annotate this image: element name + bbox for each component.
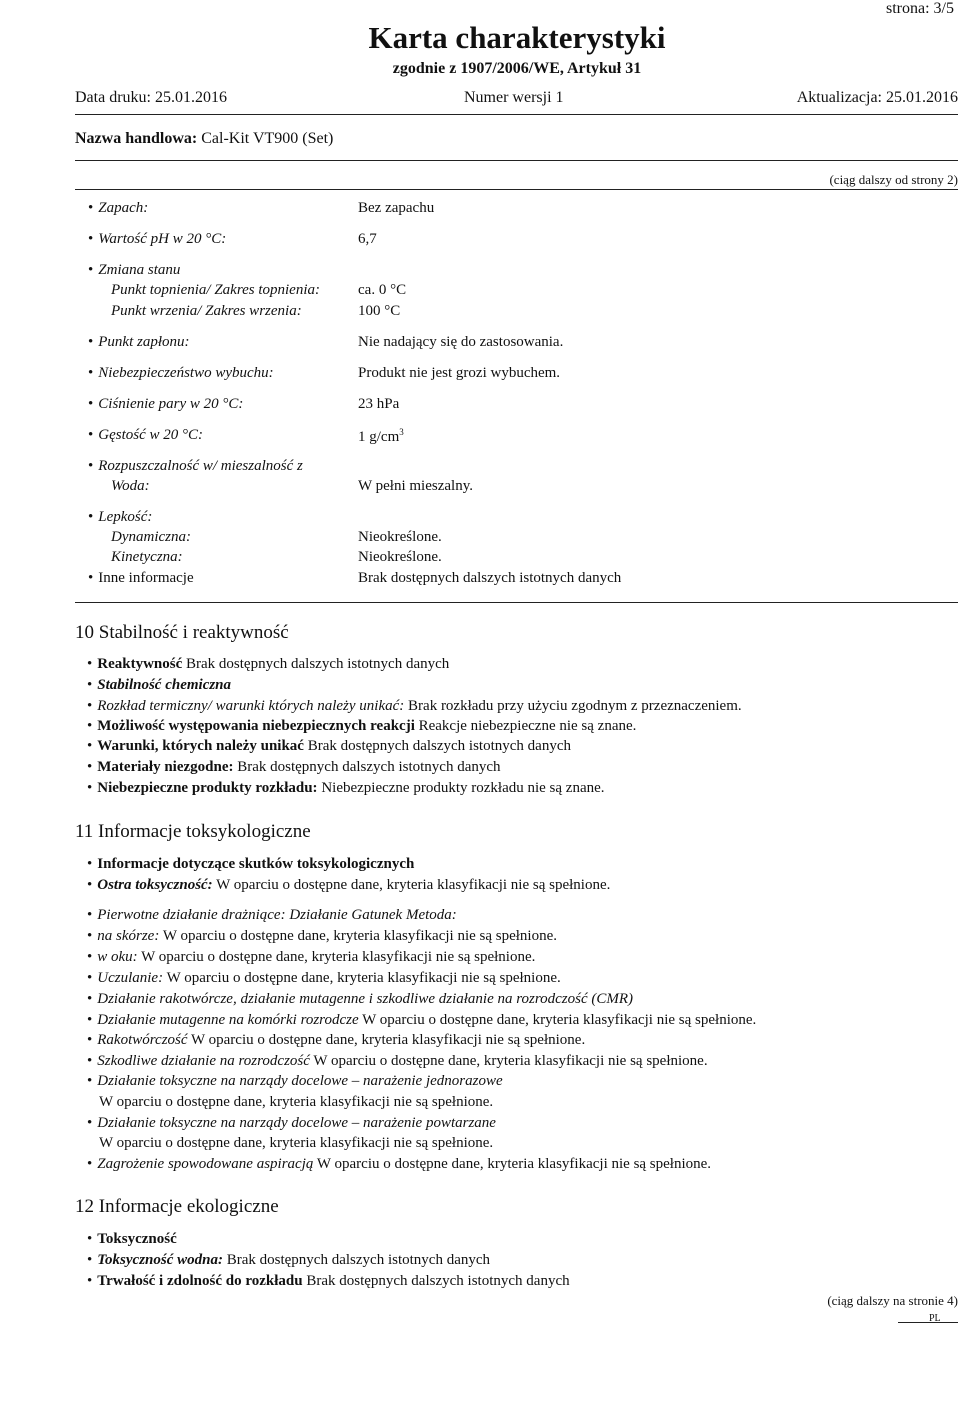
aquatic-toxicity-row [87,1252,490,1269]
document-title: Karta charakterystyki [368,20,666,55]
sensitization-value: W oparciu o dostępne dane, kryteria klasyfikacji nie są spełnione. [166,970,561,986]
cmr-row [87,991,633,1008]
reproductive-value: W oparciu o dostępne dane, kryteria klasyfikacji nie są spełnione. [313,1053,708,1069]
footer-divider [898,1322,958,1323]
eye-label: w oku: [97,949,138,965]
decomposition-products-value: Niebezpieczne produkty rozkładu nie są znane. [321,780,605,796]
reactivity-label: Reaktywność [97,656,183,672]
skin-row [87,928,557,945]
stot-single-label: Działanie toksyczne na narządy docelowe – narażenie jednorazowe [97,1073,503,1089]
conditions-row [87,738,571,755]
incompatible-value: Brak dostępnych dalszych istotnych danych [237,759,501,775]
stot-repeat-value: W oparciu o dostępne dane, kryteria klasyfikacji nie są spełnione. [99,1135,494,1151]
toxicity-label: Toksyczność [97,1231,177,1247]
version-number: Numer wersji 1 [464,89,564,106]
aspiration-value: W oparciu o dostępne dane, kryteria klasyfikacji nie są spełnione. [316,1156,712,1172]
incompatible-row [87,759,501,776]
vapor-pressure-value: 23 hPa [358,396,400,412]
odor-value: Bez zapachu [358,200,435,216]
hazardous-reactions-label: Możliwość występowania niebezpiecznych reakcji [97,718,415,734]
stot-single-row [87,1073,503,1090]
reproductive-label: Szkodliwe działanie na rozrodczość [97,1053,310,1069]
continued-from-note: (ciąg dalszy od strony 2) [829,172,958,187]
skin-value: W oparciu o dostępne dane, kryteria klasyfikacji nie są spełnione. [162,928,558,944]
continued-to-note: (ciąg dalszy na stronie 4) [827,1293,958,1308]
carcinogenic-value: W oparciu o dostępne dane, kryteria klasyfikacji nie są spełnione. [191,1032,586,1048]
conditions-label: Warunki, których należy unikać [97,738,304,754]
acute-toxicity-label: Ostra toksyczność: [97,877,213,893]
persistence-row [87,1273,570,1290]
cmr-label: Działanie rakotwórcze, działanie mutagenne i szkodliwe działanie na rozrodczość (CMR) [97,991,634,1007]
trade-name [75,130,333,148]
stability-row [87,677,231,694]
stot-repeat-row [87,1115,496,1132]
update-date: Aktualizacja: 25.01.2016 [796,89,958,106]
sensitization-row [87,970,561,987]
aquatic-toxicity-label: Toksyczność wodna: [97,1252,223,1268]
eye-row [87,949,535,966]
density-number: 1 g/cm [358,429,400,445]
reactivity-row [87,656,449,673]
stot-repeat-label: Działanie toksyczne na narządy docelowe – narażenie powtarzane [97,1115,496,1131]
odor-label: • Zapach: [88,200,148,217]
explosion-label: • Niebezpieczeństwo wybuchu: [88,365,274,382]
mutagenic-row [87,1012,756,1029]
other-info-label: • Inne informacje [88,570,194,587]
flash-point-value: Nie nadający się do zastosowania. [358,334,564,350]
decomposition-value: Brak rozkładu przy użyciu zgodnym z przeznaczeniem. [408,698,742,714]
section-11-title: 11 Informacje toksykologiczne [75,821,311,842]
water-value: W pełni mieszalny. [358,478,473,494]
section-10-title: 10 Stabilność i reaktywność [75,622,289,643]
persistence-label: Trwałość i zdolność do rozkładu [97,1273,303,1289]
density-value [358,427,404,446]
ph-label: • Wartość pH w 20 °C: [88,231,226,248]
decomposition-products-row [87,780,605,797]
melting-label: Punkt topnienia/ Zakres topnienia: [111,282,320,298]
other-info-value: Brak dostępnych dalszych istotnych danych [358,570,622,586]
solubility-label: • Rozpuszczalność w/ mieszalność z [88,458,303,475]
viscosity-label: • Lepkość: [88,509,152,526]
reactivity-value: Brak dostępnych dalszych istotnych danych [186,656,450,672]
vapor-pressure-label: • Ciśnienie pary w 20 °C: [88,396,243,413]
conditions-value: Brak dostępnych dalszych istotnych danych [307,738,571,754]
decomposition-products-label: Niebezpieczne produkty rozkładu: [97,780,318,796]
decomposition-label: Rozkład termiczny/ warunki których należy unikać: [97,698,405,714]
aspiration-row [87,1156,711,1173]
dynamic-label: Dynamiczna: [111,529,191,545]
acute-toxicity-row [87,877,610,894]
trade-name-divider [75,160,958,161]
carcinogenic-row [87,1032,585,1049]
tox-info-row [87,856,414,873]
sensitization-label: Uczulanie: [97,970,164,986]
flash-point-label: • Punkt zapłonu: [88,334,190,351]
hazardous-reactions-row [87,718,636,735]
hazardous-reactions-value: Reakcje niebezpieczne nie są znane. [418,718,637,734]
boiling-value: 100 °C [358,303,401,319]
skin-label: na skórze: [97,928,160,944]
carcinogenic-label: Rakotwórczość [97,1032,188,1048]
persistence-value: Brak dostępnych dalszych istotnych danych [306,1273,570,1289]
melting-value: ca. 0 °C [358,282,407,298]
incompatible-label: Materiały niezgodne: [97,759,234,775]
aspiration-label: Zagrożenie spowodowane aspiracją [97,1156,314,1172]
dynamic-value: Nieokreślone. [358,529,442,545]
primary-irritation-row [87,907,457,924]
trade-name-value: Cal-Kit VT900 (Set) [201,130,334,147]
mutagenic-value: W oparciu o dostępne dane, kryteria klasyfikacji nie są spełnione. [362,1012,757,1028]
primary-irritation-label: Pierwotne działanie drażniące: Działanie Gatunek Metoda: [97,907,457,923]
kinematic-label: Kinetyczna: [111,549,183,565]
acute-toxicity-value: W oparciu o dostępne dane, kryteria klasyfikacji nie są spełnione. [216,877,611,893]
kinematic-value: Nieokreślone. [358,549,442,565]
ph-value: 6,7 [358,231,377,247]
print-date: Data druku: 25.01.2016 [75,89,227,106]
density-superscript: 3 [399,427,404,437]
document-subtitle: zgodnie z 1907/2006/WE, Artykuł 31 [392,60,642,77]
toxicity-row [87,1231,177,1248]
section-12-title: 12 Informacje ekologiczne [75,1196,279,1217]
stability-label: Stabilność chemiczna [97,677,232,693]
tox-info-label: Informacje dotyczące skutków toksykologicznych [97,856,415,872]
boiling-label: Punkt wrzenia/ Zakres wrzenia: [111,303,302,319]
aquatic-toxicity-value: Brak dostępnych dalszych istotnych danych [226,1252,491,1268]
mutagenic-label: Działanie mutagenne na komórki rozrodcze [97,1012,359,1028]
explosion-value: Produkt nie jest grozi wybuchem. [358,365,561,381]
decomposition-row [87,698,742,715]
water-label: Woda: [111,478,150,494]
density-label: • Gęstość w 20 °C: [88,427,203,444]
state-change-label: • Zmiana stanu [88,262,180,279]
page-number: strona: 3/5 [886,0,954,17]
trade-name-label: Nazwa handlowa: [75,130,198,147]
language-code: PL [929,1313,941,1324]
eye-value: W oparciu o dostępne dane, kryteria klasyfikacji nie są spełnione. [141,949,536,965]
header-divider [75,114,958,115]
stot-single-value: W oparciu o dostępne dane, kryteria klasyfikacji nie są spełnione. [99,1094,494,1110]
reproductive-row [87,1053,708,1070]
